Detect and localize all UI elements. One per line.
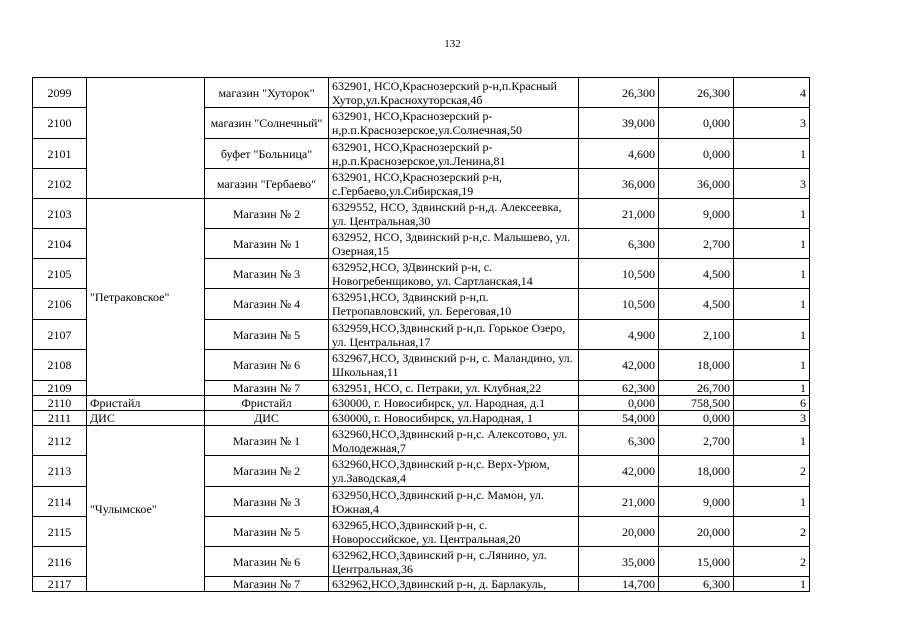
address: 632960,НСО,Здвинский р-н,с. Алексотово, ул. Молодежная,7 [329,426,579,456]
value-3: 3 [734,169,810,199]
value-2: 9,000 [659,487,734,517]
table-row [33,78,810,108]
row-number: 2114 [33,487,87,517]
value-1: 36,000 [579,169,659,199]
value-1: 6,300 [579,426,659,456]
row-number: 2107 [33,320,87,350]
value-2: 26,700 [659,381,734,396]
value-2: 18,000 [659,350,734,381]
object-name: Магазин № 5 [205,320,329,350]
value-1: 42,000 [579,350,659,381]
address: 632959,НСО,Здвинский р-н,п. Горькое Озеро, ул. Центральная,17 [329,320,579,350]
address: 632901, НСО,Краснозерский р-н,п.Красный Хутор,ул.Краснохуторская,4б [329,78,579,108]
value-1: 14,700 [579,577,659,592]
value-2: 2,100 [659,320,734,350]
address: 632951, НСО, с. Петраки, ул. Клубная,22 [329,381,579,396]
value-1: 42,000 [579,456,659,487]
value-1: 4,600 [579,139,659,169]
value-2: 26,300 [659,78,734,108]
row-number: 2116 [33,547,87,577]
value-3: 1 [734,139,810,169]
value-2: 15,000 [659,547,734,577]
object-name: Фристайл [205,396,329,411]
object-name: Магазин № 3 [205,259,329,289]
address: 632901, НСО,Краснозерский р-н,р.п.Краснозерское,ул.Ленина,81 [329,139,579,169]
address: 632950,НСО,Здвинский р-н,с. Мамон, ул. Южная,4 [329,487,579,517]
value-3: 3 [734,411,810,426]
object-name: магазин "Солнечный" [205,108,329,139]
table-row [33,199,810,229]
object-name: Магазин № 1 [205,426,329,456]
value-2: 18,000 [659,456,734,487]
organization-name: "Петраковское" [87,199,205,396]
organization-name: ДИС [87,411,205,426]
object-name: Магазин № 6 [205,547,329,577]
row-number: 2110 [33,396,87,411]
row-number: 2111 [33,411,87,426]
page-number: 132 [444,38,461,50]
value-3: 1 [734,320,810,350]
address: 632952, НСО, Здвинский р-н,с. Малышево, ул. Озерная,15 [329,229,579,259]
row-number: 2101 [33,139,87,169]
value-1: 35,000 [579,547,659,577]
value-3: 6 [734,396,810,411]
address: 632960,НСО,Здвинский р-н,с. Верх-Урюм, ул.Заводская,4 [329,456,579,487]
value-3: 1 [734,487,810,517]
value-3: 1 [734,350,810,381]
address: 632967,НСО, Здвинский р-н, с. Маландино, ул. Школьная,11 [329,350,579,381]
table-row [33,426,810,456]
value-2: 2,700 [659,229,734,259]
organization-cell [87,78,205,199]
object-name: Магазин № 6 [205,350,329,381]
organization-name: "Чулымское" [87,426,205,592]
address: 632962,НСО,Здвинский р-н, д. Барлакуль, [329,577,579,592]
value-3: 2 [734,456,810,487]
object-name: Магазин № 1 [205,229,329,259]
row-number: 2112 [33,426,87,456]
value-1: 20,000 [579,517,659,547]
value-3: 2 [734,517,810,547]
value-3: 1 [734,199,810,229]
value-1: 10,500 [579,289,659,320]
value-3: 1 [734,577,810,592]
value-1: 0,000 [579,396,659,411]
value-2: 0,000 [659,108,734,139]
address: 632962,НСО,Здвинский р-н, с.Лянино, ул. Центральная,36 [329,547,579,577]
row-number: 2100 [33,108,87,139]
value-2: 6,300 [659,577,734,592]
object-name: Магазин № 7 [205,577,329,592]
organization-name: Фристайл [87,396,205,411]
value-1: 4,900 [579,320,659,350]
object-name: Магазин № 2 [205,456,329,487]
value-3: 4 [734,78,810,108]
table-row [33,411,810,426]
value-1: 21,000 [579,199,659,229]
object-name: магазин "Гербаево" [205,169,329,199]
value-2: 0,000 [659,139,734,169]
object-name: буфет "Больница" [205,139,329,169]
object-name: Магазин № 4 [205,289,329,320]
value-2: 0,000 [659,411,734,426]
address: 630000, г. Новосибирск, ул. Народная, д.1 [329,396,579,411]
value-2: 2,700 [659,426,734,456]
value-2: 20,000 [659,517,734,547]
address: 632965,НСО,Здвинский р-н, с. Новороссийское, ул. Центральная,20 [329,517,579,547]
value-3: 1 [734,229,810,259]
row-number: 2099 [33,78,87,108]
value-3: 1 [734,289,810,320]
address: 632951,НСО, Здвинский р-н,п. Петропавловский, ул. Береговая,10 [329,289,579,320]
row-number: 2117 [33,577,87,592]
row-number: 2105 [33,259,87,289]
value-3: 3 [734,108,810,139]
value-2: 758,500 [659,396,734,411]
address: 632901, НСО,Краснозерский р-н, с.Гербаево,ул.Сибирская,19 [329,169,579,199]
registry-table [32,77,810,592]
value-2: 36,000 [659,169,734,199]
value-3: 2 [734,547,810,577]
object-name: магазин "Хуторок" [205,78,329,108]
object-name: Магазин № 2 [205,199,329,229]
value-1: 26,300 [579,78,659,108]
address: 6329552, НСО, Здвинский р-н,д. Алексеевка, ул. Центральная,30 [329,199,579,229]
object-name: ДИС [205,411,329,426]
address: 630000, г. Новосибирск, ул.Народная, 1 [329,411,579,426]
row-number: 2109 [33,381,87,396]
value-2: 4,500 [659,289,734,320]
value-1: 10,500 [579,259,659,289]
value-2: 9,000 [659,199,734,229]
value-3: 1 [734,259,810,289]
value-1: 62,300 [579,381,659,396]
row-number: 2102 [33,169,87,199]
table-row [33,396,810,411]
object-name: Магазин № 5 [205,517,329,547]
value-3: 1 [734,381,810,396]
address: 632952,НСО, ЗДвинский р-н, с. Новогребенщиково, ул. Сартланская,14 [329,259,579,289]
address: 632901, НСО,Краснозерский р-н,р.п.Краснозерское,ул.Солнечная,50 [329,108,579,139]
value-2: 4,500 [659,259,734,289]
object-name: Магазин № 7 [205,381,329,396]
row-number: 2113 [33,456,87,487]
value-1: 54,000 [579,411,659,426]
value-1: 6,300 [579,229,659,259]
value-1: 21,000 [579,487,659,517]
value-3: 1 [734,426,810,456]
row-number: 2106 [33,289,87,320]
row-number: 2103 [33,199,87,229]
object-name: Магазин № 3 [205,487,329,517]
value-1: 39,000 [579,108,659,139]
row-number: 2108 [33,350,87,381]
row-number: 2104 [33,229,87,259]
row-number: 2115 [33,517,87,547]
